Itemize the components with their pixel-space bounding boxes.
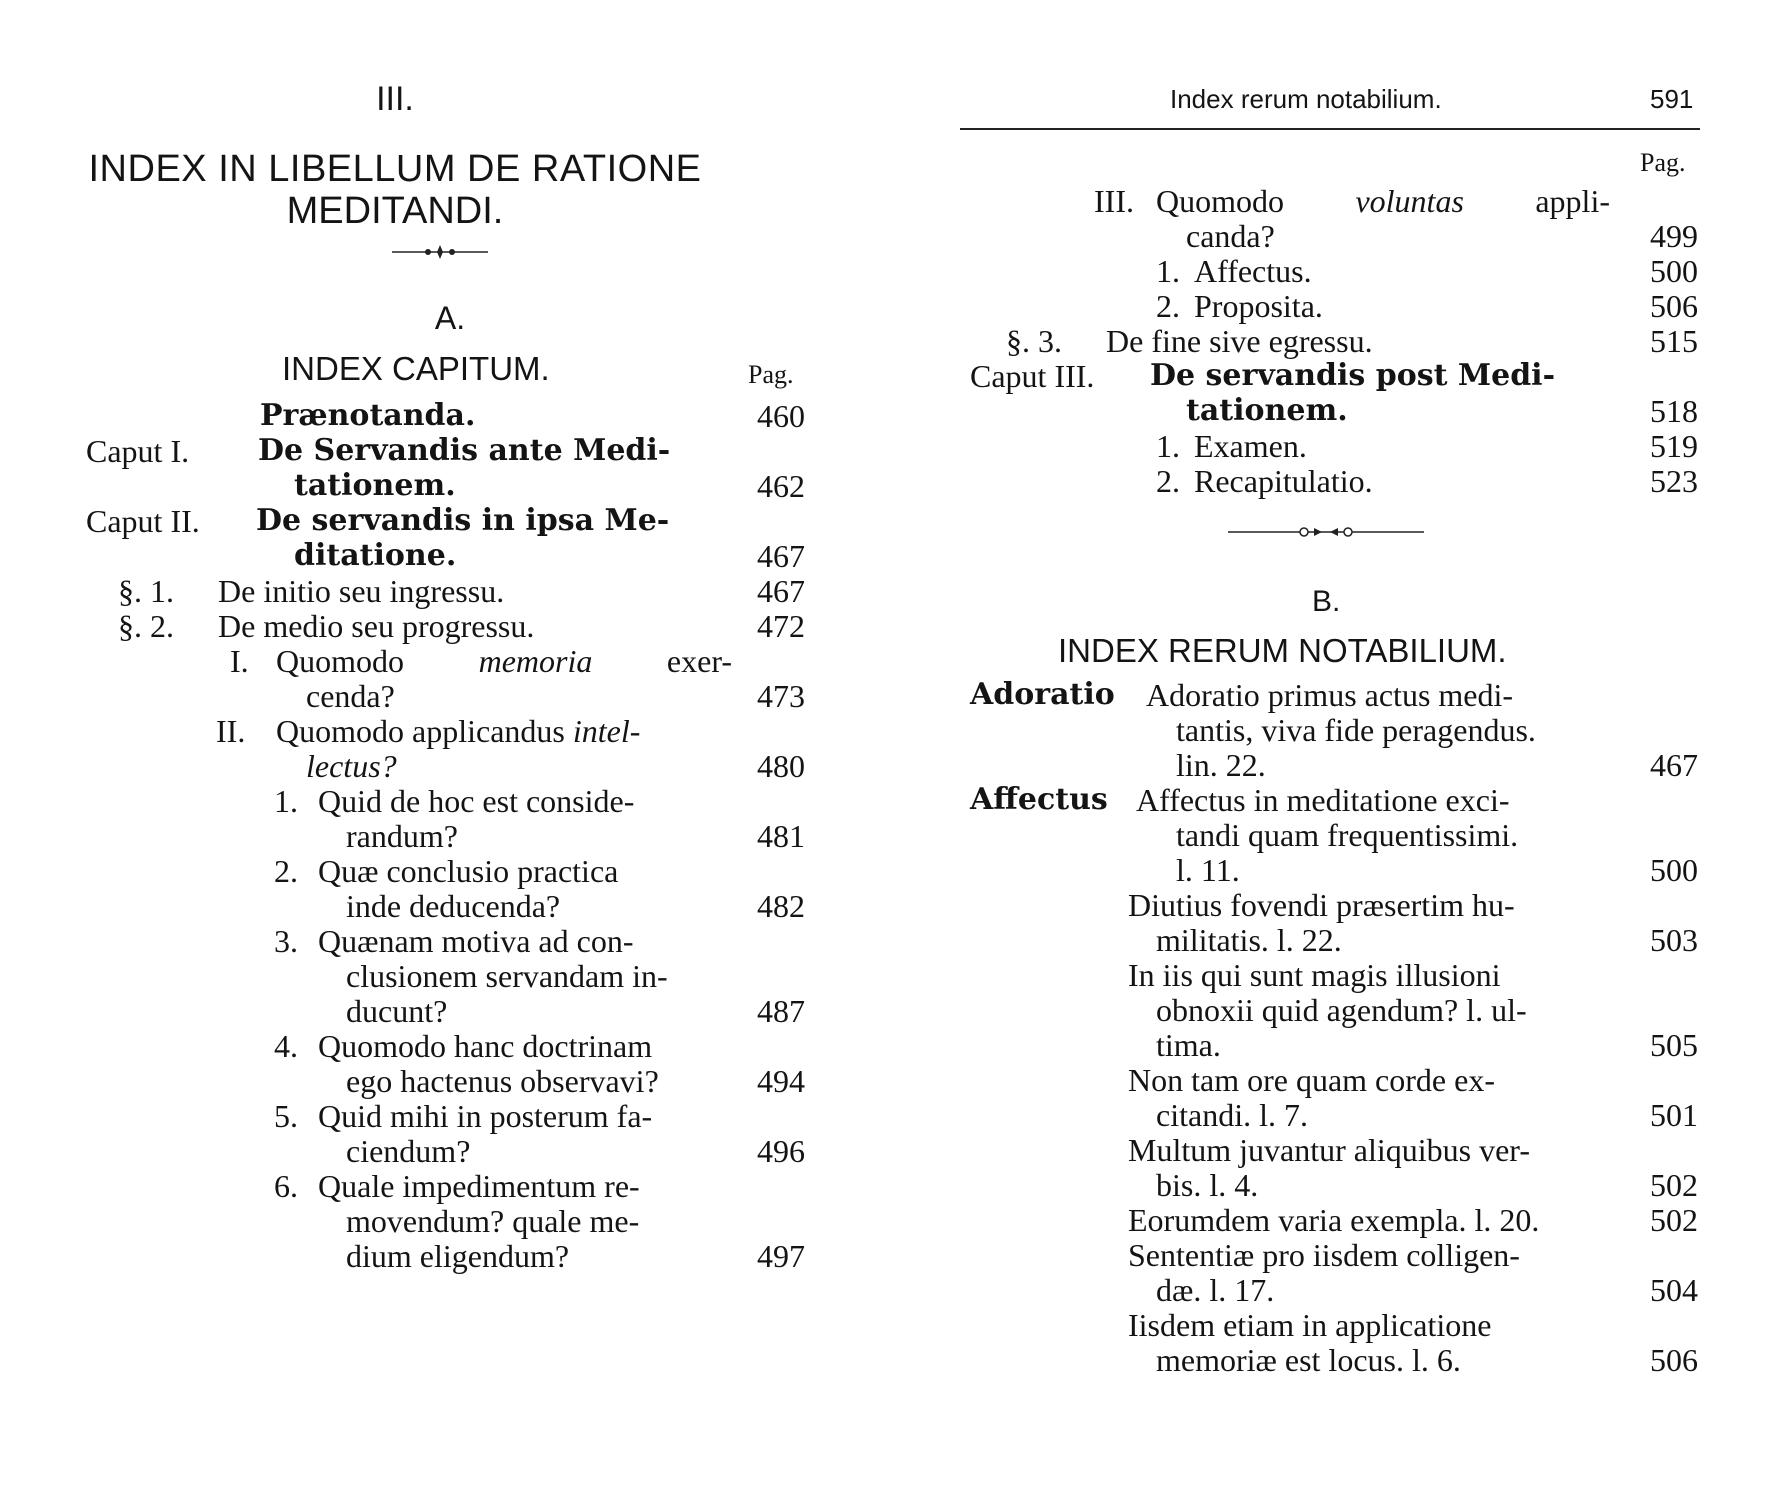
eorumdem-text: Eorumdem varia exempla. l. 20. xyxy=(1128,1202,1540,1238)
section-b-letter: B. xyxy=(1312,585,1341,618)
page-num: 502 xyxy=(1650,1167,1698,1203)
num-label: 2. xyxy=(274,853,298,889)
iniis-line1: In iis qui sunt magis illusioni xyxy=(1128,957,1501,993)
iniis-line2: obnoxii quid agendum? l. ul- xyxy=(1156,992,1527,1028)
n6-line1: Quale impedimentum re- xyxy=(318,1168,640,1204)
page-num: 500 xyxy=(1650,253,1698,289)
page-num: 494 xyxy=(757,1063,805,1099)
s3-text: De fine sive egressu. xyxy=(1106,323,1373,359)
left-page xyxy=(0,0,805,1500)
ii-line2: lectus? xyxy=(306,748,397,784)
i-em: memoria xyxy=(478,643,593,679)
page-num: 519 xyxy=(1650,428,1698,464)
n3-line2: clusionem servandam in- xyxy=(346,958,668,994)
num-label: 1. xyxy=(1156,428,1180,464)
n1-line2: randum? xyxy=(346,818,458,854)
sententiae-line1: Sententiæ pro iisdem colligen- xyxy=(1128,1237,1520,1273)
page-num: 502 xyxy=(1650,1202,1698,1238)
iisdem-line2: memoriæ est locus. l. 6. xyxy=(1156,1342,1461,1378)
iii-line2: canda? xyxy=(1186,218,1275,254)
num-label: 2. xyxy=(1156,463,1180,499)
ii-pre: Quomodo applicandus xyxy=(276,713,565,749)
section-label: §. 1. xyxy=(118,573,174,609)
page-num: 523 xyxy=(1650,463,1698,499)
section-a-letter: A. xyxy=(434,300,466,336)
ornament-divider-icon xyxy=(390,244,490,260)
caput2-line1: De servandis in ipsa Me- xyxy=(256,503,670,538)
iniis-line3: tima. xyxy=(1156,1027,1221,1063)
rerum-head-affectus: Affectus xyxy=(970,782,1108,817)
page-num: 505 xyxy=(1650,1027,1698,1063)
rerum-head-adoratio: Adoratio xyxy=(970,677,1115,712)
caput-label: Caput II. xyxy=(86,503,200,539)
page-num: 515 xyxy=(1650,323,1698,359)
num-label: 3. xyxy=(274,923,298,959)
adoratio-line2: tantis, viva fide peragendus. xyxy=(1176,712,1536,748)
page-num: 482 xyxy=(757,888,805,924)
num-label: 5. xyxy=(274,1098,298,1134)
page-num: 472 xyxy=(757,608,805,644)
main-title-line2: MEDITANDI. xyxy=(286,190,504,232)
section-label: §. 2. xyxy=(118,608,174,644)
adoratio-line3: lin. 22. xyxy=(1176,747,1266,783)
num-label: 6. xyxy=(274,1168,298,1204)
iii-line1 xyxy=(1156,183,1610,220)
page-num: 518 xyxy=(1650,393,1698,429)
entry-praenotanda: Prænotanda. xyxy=(260,398,476,433)
section-b-title: INDEX RERUM NOTABILIUM. xyxy=(1058,632,1507,669)
n5-line1: Quid mihi in posterum fa- xyxy=(318,1098,653,1134)
page-num: 500 xyxy=(1650,852,1698,888)
page-num: 481 xyxy=(757,818,805,854)
page-num: 503 xyxy=(1650,922,1698,958)
b1-text: Examen. xyxy=(1194,428,1307,464)
multum-line1: Multum juvantur aliquibus ver- xyxy=(1128,1132,1530,1168)
n2-line1: Quæ conclusio practica xyxy=(318,853,619,889)
caput1-line1: De Servandis ante Medi- xyxy=(258,433,671,468)
pag-label: Pag. xyxy=(748,360,794,389)
page-number: 591 xyxy=(1650,84,1694,114)
sententiae-line2: dæ. l. 17. xyxy=(1156,1272,1275,1308)
section-a-title: INDEX CAPITUM. xyxy=(282,350,550,387)
page-num: 467 xyxy=(1650,747,1698,783)
header-rule xyxy=(960,128,1700,130)
page-num: 506 xyxy=(1650,1342,1698,1378)
affectus-line3: l. 11. xyxy=(1176,852,1240,888)
iii-post: appli- xyxy=(1535,183,1610,219)
part-number: III. xyxy=(376,80,414,118)
ornament-divider-icon xyxy=(1226,524,1426,540)
i-line2: cenda? xyxy=(306,678,395,714)
ii-line1 xyxy=(276,713,640,750)
diutius-line2: militatis. l. 22. xyxy=(1156,922,1342,958)
a2-text: Proposita. xyxy=(1194,288,1323,324)
i-post: exer- xyxy=(666,643,732,679)
page-num: 460 xyxy=(757,398,805,434)
n3-line1: Quænam motiva ad con- xyxy=(318,923,634,959)
right-page xyxy=(960,0,1720,1500)
diutius-line1: Diutius fovendi præsertim hu- xyxy=(1128,887,1515,923)
caput-label: Caput III. xyxy=(970,358,1095,394)
s2-text: De medio seu progressu. xyxy=(218,608,535,644)
adoratio-line1: Adoratio primus actus medi- xyxy=(1146,677,1514,713)
n5-line2: ciendum? xyxy=(346,1133,471,1169)
caput1-line2: tationem. xyxy=(294,468,456,503)
b2-text: Recapitulatio. xyxy=(1194,463,1373,499)
page-num: 462 xyxy=(757,468,805,504)
page-num: 487 xyxy=(757,993,805,1029)
a1-text: Affectus. xyxy=(1194,253,1312,289)
running-head: Index rerum notabilium. xyxy=(1170,84,1442,114)
n6-line3: dium eligendum? xyxy=(346,1238,570,1274)
page-num: 499 xyxy=(1650,218,1698,254)
section-label: §. 3. xyxy=(1006,323,1062,359)
n4-line2: ego hactenus observavi? xyxy=(346,1063,659,1099)
pag-label: Pag. xyxy=(1640,148,1686,177)
page-num: 467 xyxy=(757,538,805,574)
caput1-text xyxy=(258,433,734,468)
caput2-line2: ditatione. xyxy=(294,538,457,573)
num-label: 1. xyxy=(1156,253,1180,289)
main-title-line1: INDEX IN LIBELLUM DE RATIONE xyxy=(88,148,702,190)
page-num: 480 xyxy=(757,748,805,784)
n3-line3: ducunt? xyxy=(346,993,448,1029)
n1-line1: Quid de hoc est conside- xyxy=(318,783,635,819)
page-num: 501 xyxy=(1650,1097,1698,1133)
s1-text: De initio seu ingressu. xyxy=(218,573,505,609)
iii-em: voluntas xyxy=(1355,183,1464,219)
page-num: 496 xyxy=(757,1133,805,1169)
affectus-line1: Affectus in meditatione exci- xyxy=(1136,782,1510,818)
page-num: 473 xyxy=(757,678,805,714)
nontam-line2: citandi. l. 7. xyxy=(1156,1097,1308,1133)
n4-line1: Quomodo hanc doctrinam xyxy=(318,1028,653,1064)
affectus-line2: tandi quam frequentissimi. xyxy=(1176,817,1519,853)
num-label: 1. xyxy=(274,783,298,819)
roman-label: I. xyxy=(230,643,249,679)
caput3-line2: tationem. xyxy=(1186,393,1348,428)
i-line1 xyxy=(276,643,732,680)
caput3-line1: De servandis post Medi- xyxy=(1150,358,1556,393)
nontam-line1: Non tam ore quam corde ex- xyxy=(1128,1062,1495,1098)
roman-label: II. xyxy=(216,713,246,749)
multum-line2: bis. l. 4. xyxy=(1156,1167,1259,1203)
page-num: 467 xyxy=(757,573,805,609)
num-label: 4. xyxy=(274,1028,298,1064)
caput-label: Caput I. xyxy=(86,433,190,469)
ii-em: intel- xyxy=(572,713,641,749)
i-pre: Quomodo xyxy=(276,643,404,679)
n2-line2: inde deducenda? xyxy=(346,888,561,924)
num-label: 2. xyxy=(1156,288,1180,324)
roman-label: III. xyxy=(1094,183,1134,219)
page-num: 506 xyxy=(1650,288,1698,324)
iisdem-line1: Iisdem etiam in applicatione xyxy=(1128,1307,1492,1343)
page-num: 504 xyxy=(1650,1272,1698,1308)
n6-line2: movendum? quale me- xyxy=(346,1203,640,1239)
iii-pre: Quomodo xyxy=(1156,183,1284,219)
page-num: 497 xyxy=(757,1238,805,1274)
